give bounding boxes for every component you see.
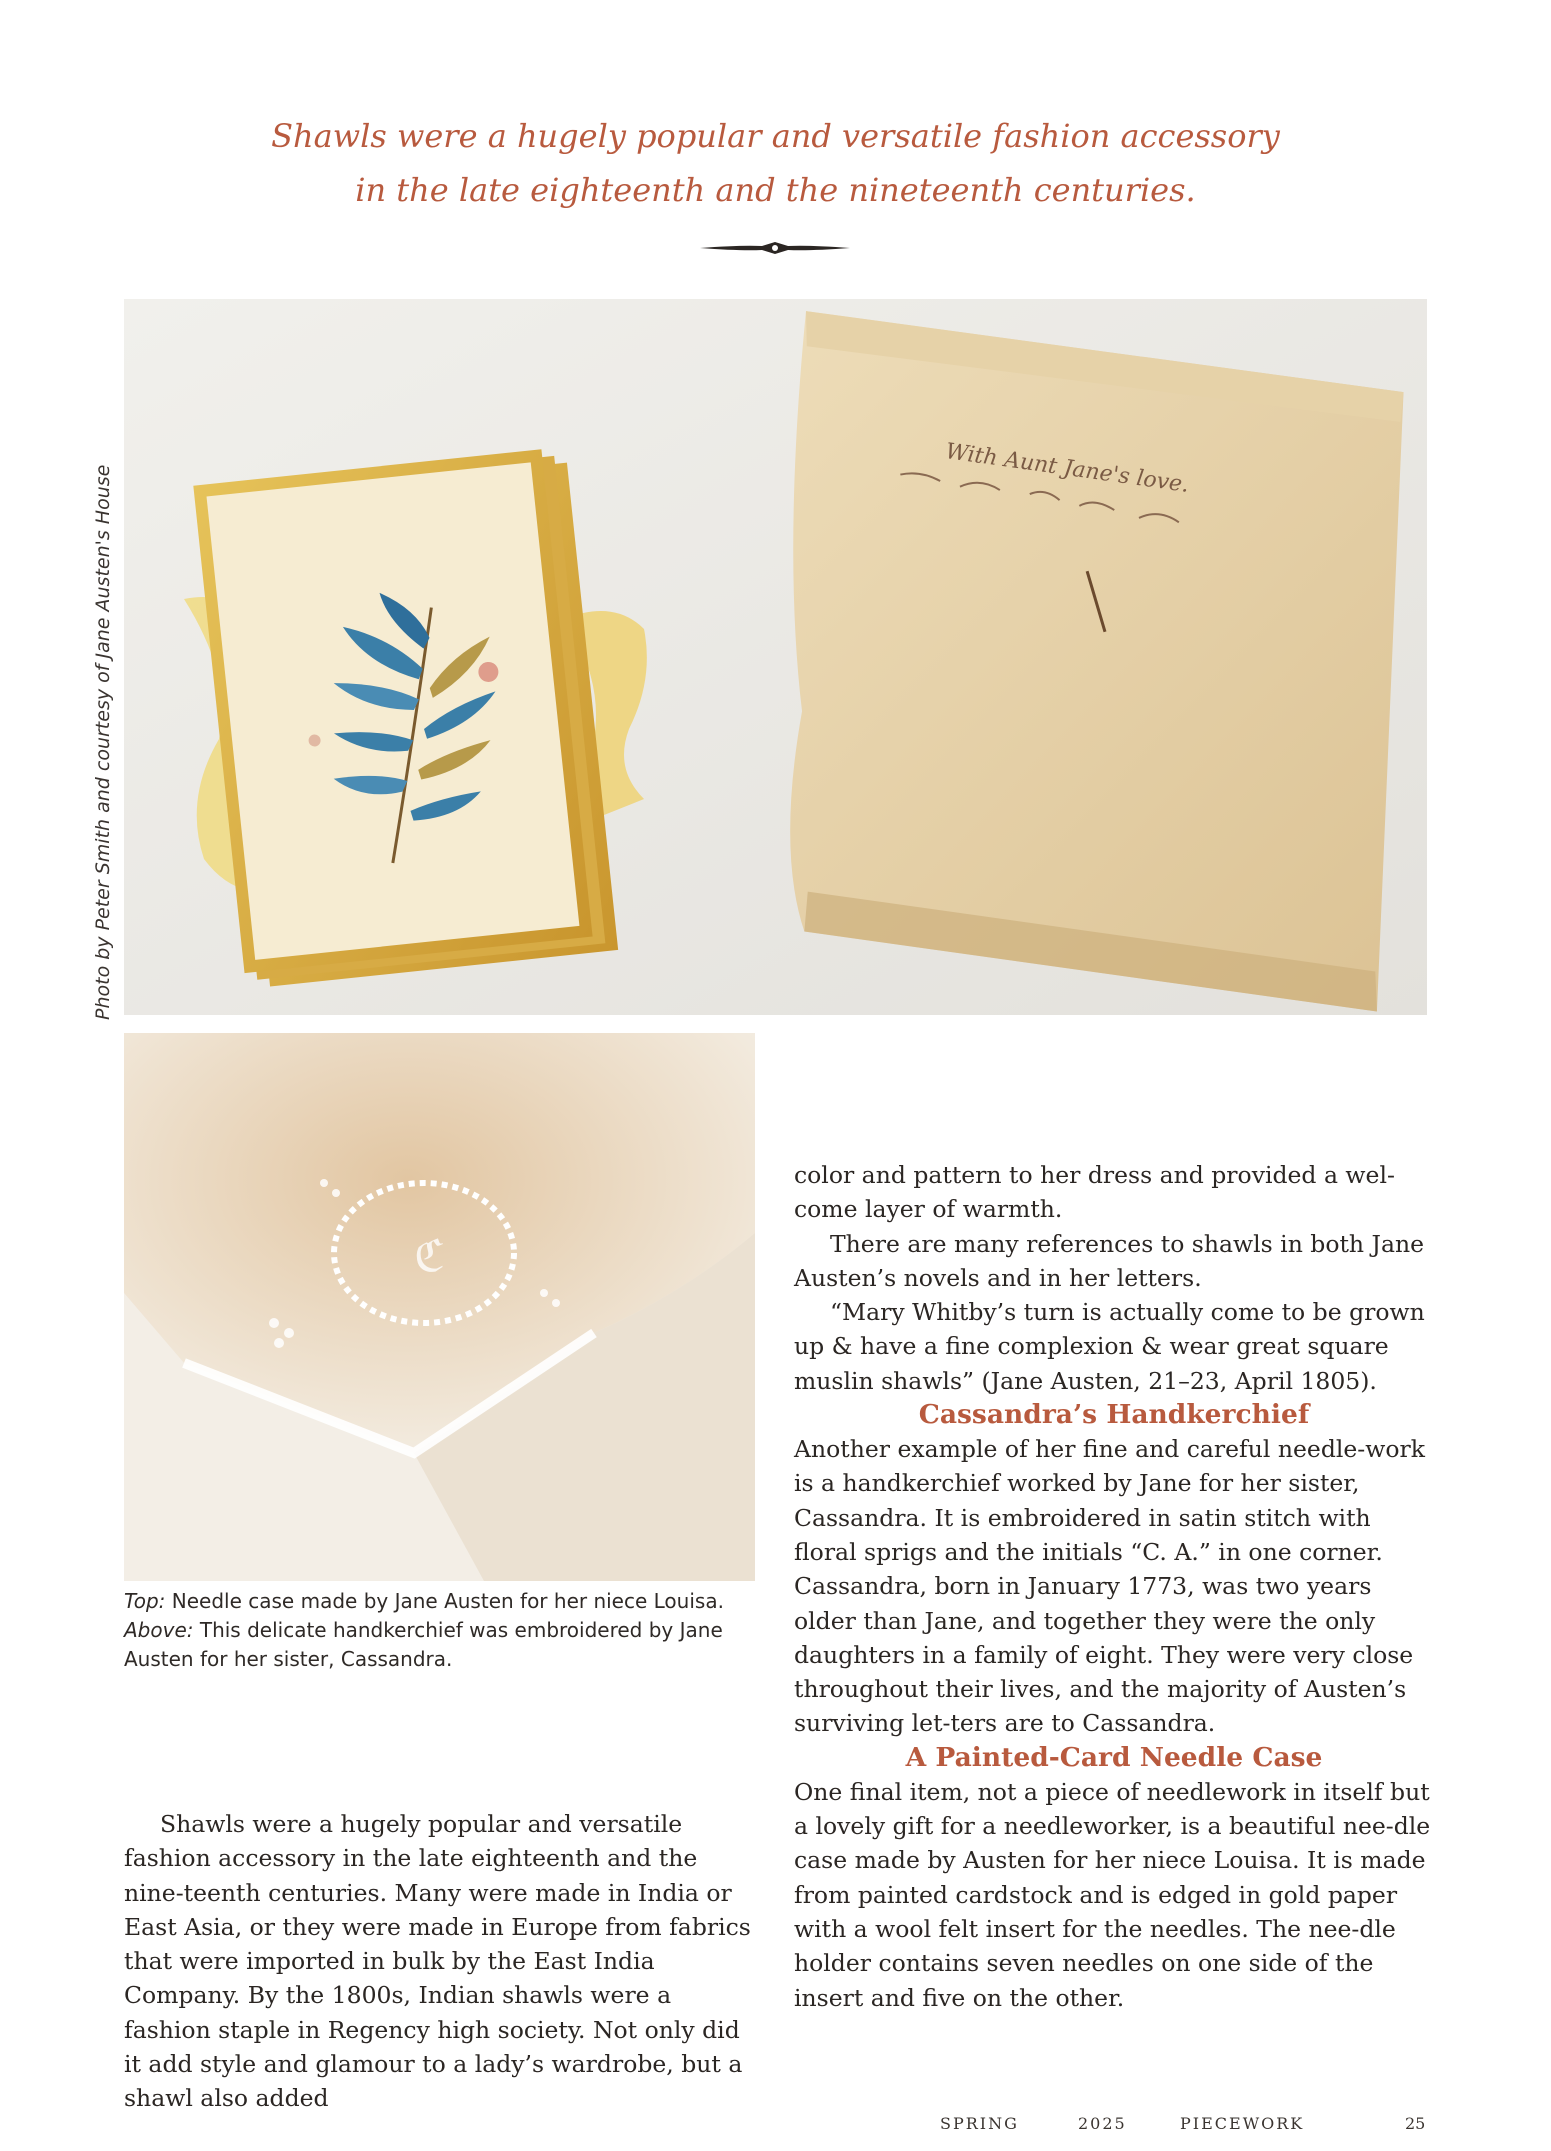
caption-top-text: Needle case made by Jane Austen for her niece Louisa. bbox=[165, 1589, 724, 1613]
paragraph: “Mary Whitby’s turn is actually come to be grown up & have a fine complexion & wear great square muslin shawls” (Jane Austen, 21–23, April 1805). bbox=[794, 1298, 1425, 1395]
photo-credit: Photo by Peter Smith and courtesy of Jane Austen's House bbox=[92, 464, 114, 1020]
section-heading: Cassandra’s Handkerchief bbox=[918, 1399, 1310, 1431]
caption-above-text: This delicate handkerchief was embroidered by Jane Austen for her sister, Cassandra. bbox=[124, 1618, 723, 1671]
footer-magazine: PIECEWORK bbox=[1180, 2114, 1305, 2133]
handkerchief-photo bbox=[124, 1033, 755, 1581]
paragraph: Shawls were a hugely popular and versatile fashion accessory in the late eighteenth and the nine-teenth centuries. Many were made in India or East Asia, or they were made in Europe from fabrics that were imported in bulk by the East India Company. By the 1800s, Indian shawls were a fashion staple in Regency high society. Not only did it add style and glamour to a lady’s wardrobe, but a shawl also added bbox=[124, 1810, 751, 2113]
footer-year: 2025 bbox=[1078, 2114, 1127, 2133]
page-number: 25 bbox=[1405, 2114, 1426, 2133]
paragraph: Another example of her fine and careful needle-work is a handkerchief worked by Jane for her sister, Cassandra. It is embroidered in satin stitch with floral sprigs and the initials “C. A.” in one corner. Cassandra, born in January 1773, was two years older than Jane, and together they were the only daughters in a family of eight. They were very close throughout their lives, and the majority of Austen’s surviving let-ters are to Cassandra. bbox=[794, 1435, 1425, 1738]
envelope-inscription: With Aunt Jane's love. bbox=[943, 439, 1191, 498]
needle-case-photo bbox=[124, 299, 1427, 1015]
caption-above-label: Above: bbox=[124, 1618, 194, 1642]
pull-quote-line-1: Shawls were a hugely popular and versatile fashion accessory bbox=[271, 117, 1280, 155]
handkerchief-illustration bbox=[124, 1033, 755, 1581]
section-heading: A Painted-Card Needle Case bbox=[905, 1741, 1323, 1773]
paragraph: There are many references to shawls in both Jane Austen’s novels and in her letters. bbox=[794, 1229, 1425, 1292]
pull-quote-line-2: in the late eighteenth and the nineteenth centuries. bbox=[355, 170, 1196, 209]
left-column bbox=[124, 1807, 752, 2116]
photo-caption bbox=[124, 1587, 764, 1674]
caption-top-label: Top: bbox=[124, 1589, 166, 1613]
ornamental-divider bbox=[700, 238, 850, 258]
paragraph: color and pattern to her dress and provided a wel-come layer of warmth. bbox=[794, 1161, 1395, 1224]
paragraph: One final item, not a piece of needlework in itself but a lovely gift for a needleworker, is a beautiful nee-dle case made by Austen for her niece Louisa. It is made from painted cardstock and is edged in gold paper with a wool felt insert for the needles. The nee-dle holder contains seven needles on one side of the insert and five on the other. bbox=[794, 1777, 1431, 2012]
pull-quote bbox=[150, 110, 1401, 218]
needle-case-illustration bbox=[124, 299, 1427, 1015]
right-column bbox=[794, 1158, 1434, 2015]
svg-text:ℭ: ℭ bbox=[414, 1231, 445, 1282]
footer-season: SPRING bbox=[940, 2114, 1019, 2133]
